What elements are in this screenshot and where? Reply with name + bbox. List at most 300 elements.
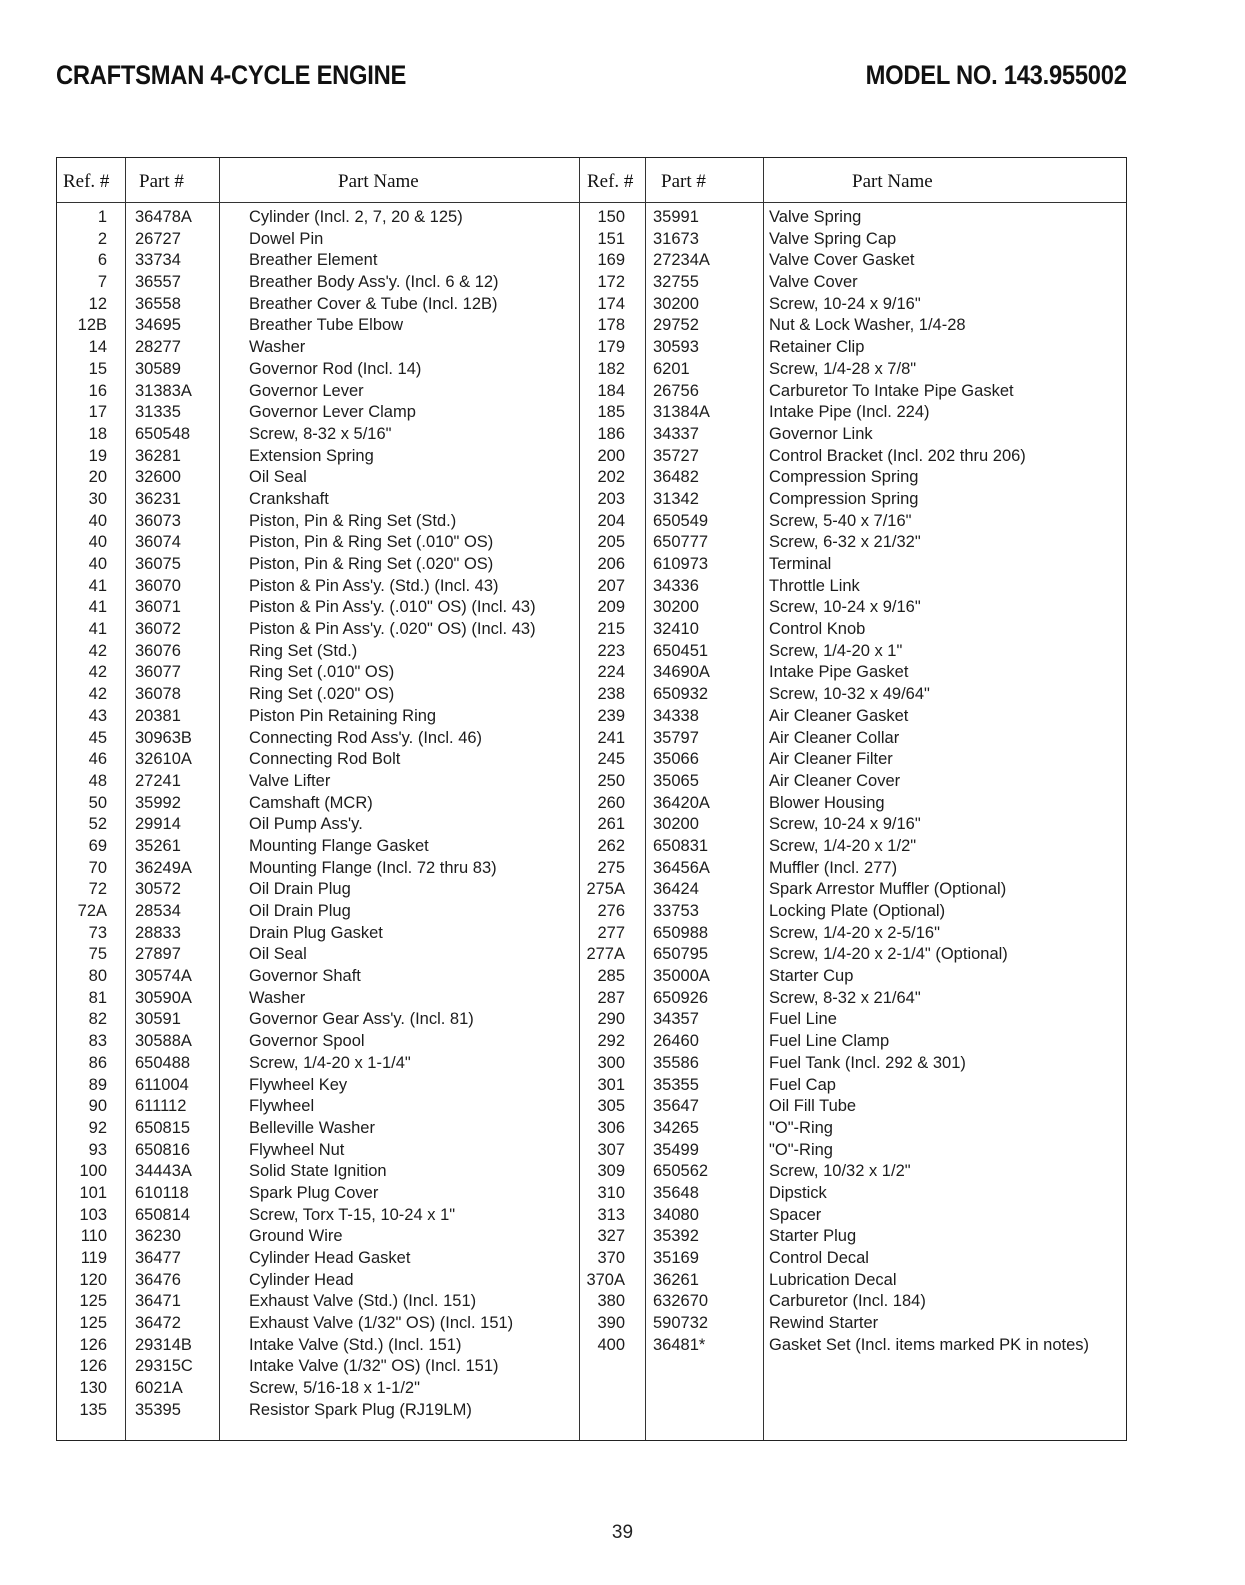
left-ref-number: 101	[79, 1183, 107, 1202]
table-row	[57, 879, 1126, 901]
right-part-name: Spark Arrestor Muffler (Optional)	[769, 880, 1007, 899]
right-ref-number: 200	[597, 446, 625, 465]
left-part-number: 610118	[135, 1183, 189, 1202]
left-part-number: 36478A	[135, 208, 192, 226]
right-part-name: Valve Cover Gasket	[769, 251, 915, 270]
right-part-name: Screw, 6-32 x 21/32"	[769, 533, 921, 552]
right-part-number: 36420A	[653, 793, 710, 812]
left-part-name: Extension Spring	[249, 446, 374, 465]
table-row	[57, 402, 1126, 424]
right-ref-number: 206	[597, 555, 625, 573]
table-row	[57, 337, 1126, 359]
right-ref-number: 400	[597, 1335, 625, 1354]
table-row	[57, 684, 1126, 706]
right-ref-number: 301	[597, 1075, 625, 1094]
left-ref-number: 81	[88, 988, 107, 1007]
table-row	[57, 1270, 1126, 1292]
left-part-name: Piston, Pin & Ring Set (.010" OS)	[249, 533, 494, 552]
right-part-number: 34265	[653, 1118, 699, 1137]
table-row	[57, 381, 1126, 403]
right-part-number: 35392	[653, 1227, 699, 1246]
left-ref-number: 125	[79, 1292, 107, 1311]
left-part-number: 650548	[135, 424, 191, 443]
header-part-left: Part #	[139, 171, 184, 192]
left-ref-number: 40	[88, 555, 107, 573]
right-ref-number: 390	[597, 1314, 625, 1333]
left-part-name: Piston & Pin Ass'y. (.010" OS) (Incl. 43)	[249, 598, 536, 617]
table-row	[57, 1161, 1126, 1183]
table-row	[57, 250, 1126, 272]
left-part-number: 36070	[135, 576, 181, 595]
right-ref-number: 380	[597, 1292, 625, 1311]
left-part-name: Flywheel	[249, 1097, 315, 1116]
left-ref-number: 93	[88, 1140, 107, 1159]
left-ref-number: 89	[88, 1075, 107, 1094]
right-ref-number: 204	[597, 511, 625, 530]
right-part-number: 650831	[653, 836, 709, 855]
left-ref-number: 40	[88, 511, 107, 530]
left-ref-number: 43	[88, 706, 107, 725]
right-part-number: 36261	[653, 1270, 699, 1289]
table-row	[57, 597, 1126, 619]
left-part-number: 650814	[135, 1205, 191, 1224]
table-row	[57, 1031, 1126, 1053]
right-part-name: Screw, 1/4-20 x 1"	[769, 641, 903, 660]
left-part-name: Governor Spool	[249, 1032, 365, 1051]
left-ref-number: 41	[88, 598, 107, 617]
right-part-number: 35355	[653, 1075, 699, 1094]
left-part-number: 36558	[135, 294, 181, 313]
table-row	[57, 923, 1126, 945]
right-ref-number: 178	[597, 316, 625, 335]
left-part-name: Oil Drain Plug	[249, 880, 351, 899]
right-ref-number: 207	[597, 576, 625, 595]
left-ref-number: 130	[79, 1379, 107, 1398]
left-part-number: 36230	[135, 1227, 181, 1246]
left-part-number: 28277	[135, 338, 181, 357]
right-part-name: Valve Cover	[769, 273, 858, 292]
right-ref-number: 305	[597, 1097, 625, 1116]
right-ref-number: 215	[597, 620, 625, 639]
left-part-name: Piston Pin Retaining Ring	[249, 706, 437, 725]
right-part-number: 35991	[653, 208, 699, 226]
right-part-name: Locking Plate (Optional)	[769, 902, 946, 920]
right-ref-number: 287	[597, 988, 625, 1007]
left-part-number: 35395	[135, 1400, 181, 1419]
right-part-number: 35066	[653, 750, 699, 769]
right-part-name: "O"-Ring	[769, 1140, 833, 1159]
right-part-number: 610973	[653, 555, 709, 573]
left-ref-number: 15	[88, 359, 107, 378]
parts-rows	[57, 207, 1126, 1422]
left-part-number: 30963B	[135, 728, 192, 747]
right-part-number: 30200	[653, 294, 699, 313]
right-part-number: 31673	[653, 229, 699, 248]
left-part-number: 650815	[135, 1118, 191, 1137]
table-row	[57, 315, 1126, 337]
left-part-number: 29314B	[135, 1335, 192, 1354]
left-ref-number: 14	[88, 338, 107, 357]
left-part-name: Governor Lever	[249, 381, 364, 400]
table-row	[57, 532, 1126, 554]
right-part-name: Lubrication Decal	[769, 1270, 897, 1289]
left-part-name: Piston & Pin Ass'y. (.020" OS) (Incl. 43)	[249, 620, 536, 639]
left-ref-number: 17	[88, 403, 107, 422]
left-ref-number: 86	[88, 1053, 107, 1072]
right-part-number: 31384A	[653, 403, 710, 422]
left-ref-number: 103	[79, 1205, 107, 1224]
left-ref-number: 75	[88, 945, 107, 964]
right-ref-number: 185	[597, 403, 625, 422]
right-part-number: 34338	[653, 706, 699, 725]
left-part-number: 36075	[135, 555, 181, 573]
left-part-number: 6021A	[135, 1379, 183, 1398]
table-row	[57, 554, 1126, 576]
right-ref-number: 238	[597, 685, 625, 704]
left-ref-number: 70	[88, 858, 107, 877]
right-ref-number: 290	[597, 1010, 625, 1029]
left-ref-number: 100	[79, 1162, 107, 1181]
left-part-name: Governor Lever Clamp	[249, 403, 416, 422]
left-part-name: Piston, Pin & Ring Set (.020" OS)	[249, 555, 494, 573]
right-part-name: Air Cleaner Gasket	[769, 706, 909, 725]
right-part-number: 35797	[653, 728, 699, 747]
table-row	[57, 1335, 1126, 1357]
right-part-number: 35586	[653, 1053, 699, 1072]
left-part-name: Breather Tube Elbow	[249, 316, 404, 335]
right-ref-number: 262	[597, 836, 625, 855]
table-row	[57, 294, 1126, 316]
right-ref-number: 179	[597, 338, 625, 357]
left-part-number: 32600	[135, 468, 181, 487]
left-ref-number: 12B	[77, 316, 107, 335]
right-ref-number: 151	[597, 229, 625, 248]
left-part-name: Governor Rod (Incl. 14)	[249, 359, 422, 378]
right-part-number: 32410	[653, 620, 699, 639]
left-part-number: 36557	[135, 273, 181, 292]
right-part-number: 34357	[653, 1010, 699, 1029]
left-ref-number: 72A	[77, 902, 107, 920]
left-part-name: Dowel Pin	[249, 229, 324, 248]
header-name-right: Part Name	[852, 171, 933, 192]
left-ref-number: 72	[88, 880, 107, 899]
right-part-number: 35647	[653, 1097, 699, 1116]
header-divider	[57, 202, 1126, 203]
right-part-number: 34690A	[653, 663, 710, 682]
right-ref-number: 370	[597, 1249, 625, 1267]
table-row	[57, 1248, 1126, 1270]
left-part-number: 20381	[135, 706, 181, 725]
table-row	[57, 576, 1126, 598]
right-part-name: Fuel Line Clamp	[769, 1032, 890, 1051]
right-part-number: 26756	[653, 381, 699, 400]
left-part-name: Drain Plug Gasket	[249, 923, 383, 942]
right-part-number: 6201	[653, 359, 690, 378]
right-part-name: Screw, 5-40 x 7/16"	[769, 511, 912, 530]
right-part-name: Fuel Line	[769, 1010, 837, 1029]
right-part-number: 35169	[653, 1249, 699, 1267]
table-row	[57, 1009, 1126, 1031]
right-part-name: Air Cleaner Cover	[769, 771, 901, 790]
right-part-number: 650988	[653, 923, 709, 942]
right-part-name: Screw, 1/4-20 x 2-1/4" (Optional)	[769, 945, 1008, 964]
right-ref-number: 223	[597, 641, 625, 660]
left-ref-number: 135	[79, 1400, 107, 1419]
right-part-name: Compression Spring	[769, 468, 919, 487]
left-part-name: Valve Lifter	[249, 771, 331, 790]
table-row	[57, 272, 1126, 294]
right-part-number: 30593	[653, 338, 699, 357]
right-ref-number: 275	[597, 858, 625, 877]
model-number: MODEL NO. 143.955002	[865, 60, 1127, 90]
table-row	[57, 858, 1126, 880]
right-part-number: 650795	[653, 945, 709, 964]
right-part-name: Screw, 10-24 x 9/16"	[769, 598, 921, 617]
left-part-number: 36249A	[135, 858, 192, 877]
right-ref-number: 239	[597, 706, 625, 725]
table-row	[57, 1053, 1126, 1075]
left-part-name: Exhaust Valve (1/32" OS) (Incl. 151)	[249, 1314, 514, 1333]
right-part-name: Screw, 10-24 x 9/16"	[769, 294, 921, 313]
table-row	[57, 1183, 1126, 1205]
right-part-name: Air Cleaner Collar	[769, 728, 900, 747]
left-part-name: Camshaft (MCR)	[249, 793, 373, 812]
left-ref-number: 19	[88, 446, 107, 465]
right-ref-number: 203	[597, 489, 625, 508]
right-ref-number: 261	[597, 815, 625, 834]
left-part-name: Oil Drain Plug	[249, 902, 351, 920]
left-ref-number: 110	[80, 1227, 107, 1246]
right-part-number: 34337	[653, 424, 699, 443]
left-part-number: 36471	[135, 1292, 181, 1311]
left-part-name: Spark Plug Cover	[249, 1183, 379, 1202]
left-ref-number: 92	[88, 1118, 107, 1137]
right-part-name: Spacer	[769, 1205, 822, 1224]
right-part-number: 30200	[653, 815, 699, 834]
left-ref-number: 80	[88, 967, 107, 986]
left-part-name: Solid State Ignition	[249, 1162, 387, 1181]
right-part-name: Carburetor To Intake Pipe Gasket	[769, 381, 1014, 400]
left-ref-number: 119	[80, 1249, 107, 1267]
table-row	[57, 1140, 1126, 1162]
left-part-name: Screw, Torx T-15, 10-24 x 1"	[249, 1205, 456, 1224]
right-part-name: Valve Spring Cap	[769, 229, 897, 248]
table-row	[57, 1205, 1126, 1227]
header-ref-left: Ref. #	[63, 171, 110, 192]
parts-table	[56, 157, 1127, 1441]
right-ref-number: 241	[597, 728, 625, 747]
left-part-name: Ring Set (.010" OS)	[249, 663, 395, 682]
left-part-number: 30572	[135, 880, 181, 899]
table-row	[57, 793, 1126, 815]
left-part-number: 27241	[135, 771, 181, 790]
left-part-number: 27897	[135, 945, 181, 964]
left-ref-number: 7	[97, 273, 107, 292]
left-part-number: 30590A	[135, 988, 192, 1007]
left-part-name: Cylinder Head	[249, 1270, 354, 1289]
right-part-number: 34080	[653, 1205, 699, 1224]
left-ref-number: 18	[88, 424, 107, 443]
right-ref-number: 327	[597, 1227, 625, 1246]
left-ref-number: 82	[88, 1010, 107, 1029]
left-part-name: Flywheel Nut	[249, 1140, 345, 1159]
right-ref-number: 277	[597, 923, 625, 942]
left-part-number: 30591	[135, 1010, 181, 1029]
left-part-number: 30574A	[135, 967, 192, 986]
right-part-number: 27234A	[653, 251, 710, 270]
right-part-name: "O"-Ring	[769, 1118, 833, 1137]
left-part-name: Breather Element	[249, 251, 378, 270]
left-part-name: Piston & Pin Ass'y. (Std.) (Incl. 43)	[249, 576, 499, 595]
table-row	[57, 1400, 1126, 1422]
right-part-name: Control Decal	[769, 1249, 869, 1267]
right-ref-number: 202	[597, 468, 625, 487]
right-part-name: Carburetor (Incl. 184)	[769, 1292, 926, 1311]
right-part-number: 650549	[653, 511, 709, 530]
left-part-name: Breather Body Ass'y. (Incl. 6 & 12)	[249, 273, 499, 292]
right-part-number: 34336	[653, 576, 699, 595]
left-part-number: 36071	[135, 598, 181, 617]
right-ref-number: 169	[597, 251, 625, 270]
left-ref-number: 6	[97, 251, 107, 270]
right-part-number: 30200	[653, 598, 699, 617]
left-part-name: Ring Set (Std.)	[249, 641, 358, 660]
right-part-name: Control Knob	[769, 620, 866, 639]
left-part-number: 36477	[135, 1249, 181, 1267]
table-row	[57, 229, 1126, 251]
right-part-name: Starter Cup	[769, 967, 854, 986]
left-part-number: 29914	[135, 815, 181, 834]
right-part-number: 31342	[653, 489, 699, 508]
right-part-number: 35000A	[653, 967, 710, 986]
right-part-name: Compression Spring	[769, 489, 919, 508]
left-part-number: 34695	[135, 316, 181, 335]
right-part-name: Intake Pipe (Incl. 224)	[769, 403, 930, 422]
right-part-name: Governor Link	[769, 424, 873, 443]
right-part-number: 650932	[653, 685, 709, 704]
left-ref-number: 30	[88, 489, 107, 508]
left-part-number: 34443A	[135, 1162, 192, 1181]
right-part-number: 590732	[653, 1314, 709, 1333]
left-part-name: Washer	[249, 988, 306, 1007]
header-part-right: Part #	[661, 171, 706, 192]
table-row	[57, 771, 1126, 793]
table-row	[57, 489, 1126, 511]
left-ref-number: 73	[88, 923, 107, 942]
table-row	[57, 207, 1126, 229]
left-ref-number: 120	[79, 1270, 107, 1289]
left-part-name: Connecting Rod Bolt	[249, 750, 401, 769]
table-row	[57, 988, 1126, 1010]
left-part-name: Crankshaft	[249, 489, 329, 508]
table-row	[57, 1313, 1126, 1335]
right-part-name: Fuel Cap	[769, 1075, 836, 1094]
left-ref-number: 126	[79, 1357, 107, 1376]
left-ref-number: 12	[88, 294, 107, 313]
left-part-number: 31335	[135, 403, 181, 422]
left-part-number: 30588A	[135, 1032, 192, 1051]
left-part-number: 35992	[135, 793, 181, 812]
left-part-name: Ground Wire	[249, 1227, 343, 1246]
left-ref-number: 126	[79, 1335, 107, 1354]
left-part-number: 35261	[135, 836, 181, 855]
left-ref-number: 42	[88, 685, 107, 704]
left-ref-number: 16	[88, 381, 107, 400]
right-part-number: 632670	[653, 1292, 709, 1311]
left-part-name: Belleville Washer	[249, 1118, 375, 1137]
right-part-number: 36424	[653, 880, 699, 899]
left-part-number: 36076	[135, 641, 181, 660]
left-part-name: Intake Valve (Std.) (Incl. 151)	[249, 1335, 462, 1354]
right-part-number: 35499	[653, 1140, 699, 1159]
left-part-name: Mounting Flange Gasket	[249, 836, 429, 855]
right-ref-number: 309	[597, 1162, 625, 1181]
left-ref-number: 69	[88, 836, 107, 855]
left-part-number: 36231	[135, 489, 181, 508]
right-part-number: 32755	[653, 273, 699, 292]
right-ref-number: 310	[597, 1183, 625, 1202]
left-part-name: Flywheel Key	[249, 1075, 348, 1094]
right-ref-number: 250	[597, 771, 625, 790]
table-row	[57, 706, 1126, 728]
right-part-number: 29752	[653, 316, 699, 335]
right-ref-number: 184	[597, 381, 625, 400]
left-part-number: 650816	[135, 1140, 191, 1159]
left-part-name: Cylinder Head Gasket	[249, 1249, 411, 1267]
right-ref-number: 277A	[586, 945, 625, 964]
right-ref-number: 186	[597, 424, 625, 443]
left-ref-number: 41	[88, 620, 107, 639]
table-row	[57, 728, 1126, 750]
table-row	[57, 901, 1126, 923]
left-part-number: 611004	[135, 1075, 189, 1094]
left-part-name: Mounting Flange (Incl. 72 thru 83)	[249, 858, 497, 877]
table-row	[57, 814, 1126, 836]
left-ref-number: 42	[88, 641, 107, 660]
left-part-name: Screw, 5/16-18 x 1-1/2"	[249, 1379, 420, 1398]
table-row	[57, 446, 1126, 468]
left-ref-number: 46	[88, 750, 107, 769]
left-part-name: Screw, 8-32 x 5/16"	[249, 424, 392, 443]
left-part-name: Cylinder (Incl. 2, 7, 20 & 125)	[249, 208, 463, 226]
right-part-name: Screw, 8-32 x 21/64"	[769, 988, 921, 1007]
left-part-name: Connecting Rod Ass'y. (Incl. 46)	[249, 728, 483, 747]
table-row	[57, 1356, 1126, 1378]
left-part-number: 36072	[135, 620, 181, 639]
right-part-name: Screw, 1/4-28 x 7/8"	[769, 359, 917, 378]
right-part-number: 650562	[653, 1162, 709, 1181]
right-part-number: 35648	[653, 1183, 699, 1202]
left-ref-number: 50	[88, 793, 107, 812]
left-part-number: 611112	[135, 1097, 187, 1116]
left-part-name: Ring Set (.020" OS)	[249, 685, 395, 704]
left-part-number: 28534	[135, 902, 181, 920]
header-ref-right: Ref. #	[587, 171, 634, 192]
right-ref-number: 224	[597, 663, 625, 682]
left-part-name: Intake Valve (1/32" OS) (Incl. 151)	[249, 1357, 499, 1376]
left-part-number: 36281	[135, 446, 181, 465]
left-part-number: 26727	[135, 229, 181, 248]
table-row	[57, 641, 1126, 663]
left-part-name: Exhaust Valve (Std.) (Incl. 151)	[249, 1292, 477, 1311]
right-ref-number: 276	[597, 902, 625, 920]
table-row	[57, 424, 1126, 446]
right-part-name: Oil Fill Tube	[769, 1097, 857, 1116]
left-ref-number: 2	[97, 229, 107, 248]
right-part-name: Terminal	[769, 555, 832, 573]
table-row	[57, 1118, 1126, 1140]
left-part-number: 36074	[135, 533, 181, 552]
